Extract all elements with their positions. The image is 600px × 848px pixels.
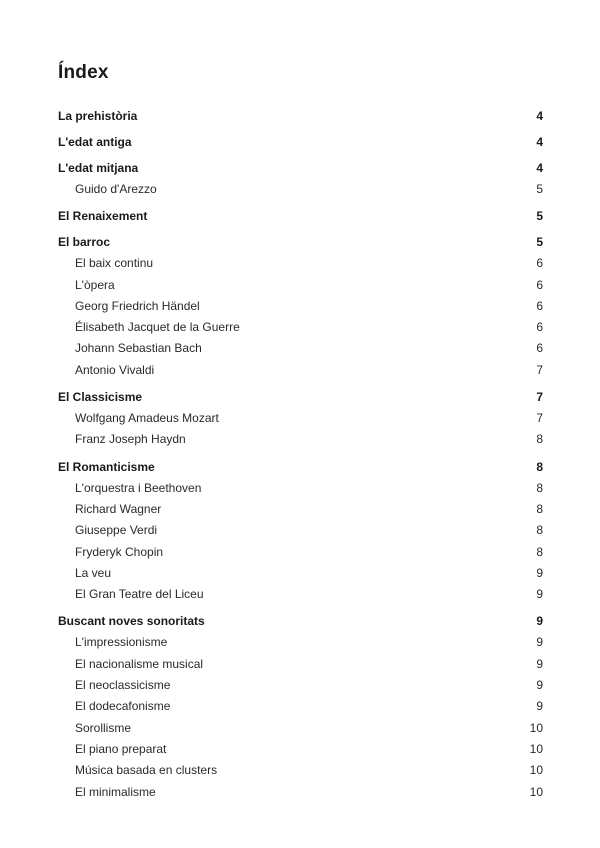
toc-entry-sub[interactable]	[58, 654, 543, 675]
toc-entry-label: Richard Wagner	[75, 501, 162, 516]
toc-page-number: 10	[529, 720, 543, 735]
toc-entry-label: Buscant noves sonoritats	[58, 614, 205, 629]
toc-page-number: 4	[536, 135, 543, 149]
page-title: Índex	[58, 62, 109, 83]
toc-entry-sub[interactable]	[58, 360, 543, 381]
toc-page-number: 7	[536, 362, 543, 377]
toc-page-number: 8	[536, 501, 543, 516]
toc-page-number: 9	[536, 699, 543, 714]
toc-entry-sub[interactable]	[58, 338, 543, 359]
toc-entry-label: Georg Friedrich Händel	[75, 298, 200, 313]
toc-entry-label: Sorollisme	[75, 720, 132, 735]
toc-entry-label: El barroc	[58, 235, 111, 250]
toc-entry-label: L'òpera	[75, 277, 115, 292]
toc-entry-label: La veu	[75, 565, 112, 580]
toc-entry-label: Wolfgang Amadeus Mozart	[75, 411, 219, 426]
toc-entry-main[interactable]	[58, 611, 543, 631]
toc-entry-label: El neoclassicisme	[75, 678, 171, 693]
toc-entry-label: Élisabeth Jacquet de la Guerre	[75, 320, 240, 335]
toc-chapter	[58, 457, 543, 606]
toc-chapter	[58, 387, 543, 451]
toc-page-number: 10	[529, 763, 543, 778]
toc-entry-sub[interactable]	[58, 782, 543, 803]
toc-entry-label: El Renaixement	[58, 209, 148, 224]
toc-page-number: 9	[536, 678, 543, 693]
toc-entry-sub[interactable]	[58, 632, 543, 653]
toc-page-number: 5	[536, 209, 543, 224]
toc-entry-main[interactable]	[58, 158, 543, 178]
toc-entry-label: El Gran Teatre del Liceu	[75, 587, 204, 602]
toc-chapter	[58, 232, 543, 381]
document-page	[58, 62, 543, 803]
toc-entry-label: El piano preparat	[75, 741, 167, 756]
toc-page-number: 8	[536, 544, 543, 559]
toc-page-number: 8	[536, 432, 543, 447]
toc-page-number: 7	[536, 411, 543, 426]
toc-entry-sub[interactable]	[58, 739, 543, 760]
toc-entry-label: L'edat antiga	[58, 135, 132, 149]
toc-entry-main[interactable]	[58, 132, 543, 152]
toc-chapter	[58, 611, 543, 802]
toc-entry-label: El Classicisme	[58, 390, 143, 405]
toc-entry-sub[interactable]	[58, 253, 543, 274]
toc-page-number: 7	[536, 390, 543, 405]
toc-entry-label: Guido d'Arezzo	[75, 182, 157, 196]
toc-sublist	[58, 632, 543, 802]
toc-page-number: 5	[536, 182, 543, 196]
toc-entry-label: El baix continu	[75, 256, 154, 271]
toc-page-number: 6	[536, 320, 543, 335]
toc-entry-label: L'impressionisme	[75, 635, 168, 650]
toc-entry-label: Música basada en clusters	[75, 763, 218, 778]
toc-sublist	[58, 478, 543, 606]
toc-entry-label: Antonio Vivaldi	[75, 362, 155, 377]
toc-chapter	[58, 132, 543, 152]
toc-entry-label: Fryderyk Chopin	[75, 544, 164, 559]
toc-entry-sub[interactable]	[58, 317, 543, 338]
toc-entry-sub[interactable]	[58, 696, 543, 717]
toc-page-number: 10	[529, 784, 543, 799]
toc-entry-sub[interactable]	[58, 179, 543, 200]
toc-page-number: 10	[529, 741, 543, 756]
toc-sublist	[58, 179, 543, 200]
toc-entry-label: Franz Joseph Haydn	[75, 432, 186, 447]
toc-page-number: 9	[536, 565, 543, 580]
toc-page-number: 9	[536, 635, 543, 650]
toc-page-number: 6	[536, 341, 543, 356]
toc-page-number: 5	[536, 235, 543, 250]
toc-entry-main[interactable]	[58, 232, 543, 252]
toc-entry-sub[interactable]	[58, 275, 543, 296]
toc-entry-sub[interactable]	[58, 520, 543, 541]
toc-entry-label: El minimalisme	[75, 784, 156, 799]
toc-entry-main[interactable]	[58, 387, 543, 407]
toc-entry-main[interactable]	[58, 206, 543, 226]
toc-entry-label: El dodecafonisme	[75, 699, 171, 714]
toc-entry-label: L'edat mitjana	[58, 161, 139, 175]
toc-entry-main[interactable]	[58, 106, 543, 126]
toc-entry-sub[interactable]	[58, 760, 543, 781]
toc-entry-label: La prehistòria	[58, 109, 138, 123]
toc-page-number: 4	[536, 109, 543, 123]
toc-page-number: 6	[536, 256, 543, 271]
toc-page-number: 9	[536, 656, 543, 671]
toc-entry-sub[interactable]	[58, 718, 543, 739]
toc-entry-label: El nacionalisme musical	[75, 656, 204, 671]
toc-sublist	[58, 408, 543, 451]
toc-entry-sub[interactable]	[58, 542, 543, 563]
toc-sublist	[58, 253, 543, 381]
table-of-contents	[58, 106, 543, 803]
toc-entry-main[interactable]	[58, 457, 543, 477]
toc-page-number: 6	[536, 298, 543, 313]
toc-entry-sub[interactable]	[58, 584, 543, 605]
toc-page-number: 8	[536, 523, 543, 538]
toc-entry-sub[interactable]	[58, 563, 543, 584]
toc-entry-label: L'orquestra i Beethoven	[75, 480, 202, 495]
toc-page-number: 9	[536, 587, 543, 602]
toc-entry-label: Giuseppe Verdi	[75, 523, 158, 538]
toc-chapter	[58, 158, 543, 200]
toc-entry-sub[interactable]	[58, 675, 543, 696]
toc-entry-label: Johann Sebastian Bach	[75, 341, 202, 356]
toc-page-number: 8	[536, 480, 543, 495]
toc-page-number: 4	[536, 161, 543, 175]
toc-entry-sub[interactable]	[58, 499, 543, 520]
toc-page-number: 6	[536, 277, 543, 292]
toc-chapter	[58, 106, 543, 126]
toc-entry-sub[interactable]	[58, 408, 543, 429]
toc-entry-sub[interactable]	[58, 429, 543, 450]
toc-entry-sub[interactable]	[58, 478, 543, 499]
toc-page-number: 8	[536, 459, 543, 474]
toc-entry-label: El Romanticisme	[58, 459, 155, 474]
toc-chapter	[58, 206, 543, 226]
toc-entry-sub[interactable]	[58, 296, 543, 317]
toc-page-number: 9	[536, 614, 543, 629]
